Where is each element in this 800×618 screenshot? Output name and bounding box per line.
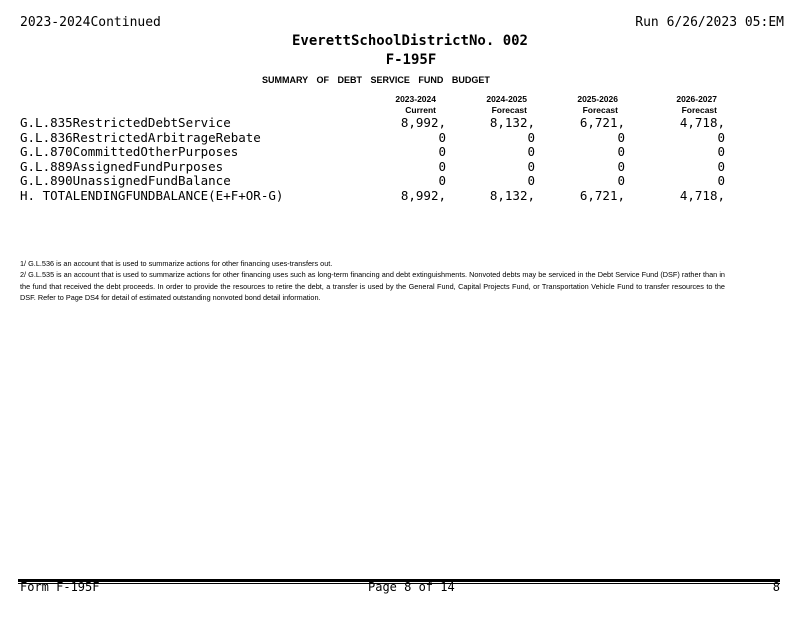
footnote-2: 2/ G.L.535 is an account that is used to summarize actions for other financing uses such as long-term financing and debt extinguishments. Nonvoted debts may be serviced in the Debt Service Fund (DSF) rather than in the fund that received the debt proceeds. In order to provide the resources to retire the debt, a transfer is used by the General Fund, Capital Projects Fund, or Transportation Vehicle Fund to transfer resources to the DSF. Refer to Page DS4 for detail of estimated outstanding nonvoted bond detail information. — [20, 270, 725, 302]
row-value: 4,718, — [679, 188, 725, 203]
row-value: 6,721, — [579, 188, 625, 203]
row-value: 0 — [717, 130, 725, 145]
column-label: Current — [405, 105, 436, 115]
row-label-restricted-debt-service: G.L.835RestrictedDebtService — [20, 115, 231, 130]
row-value: 0 — [617, 144, 625, 159]
row-value: 0 — [717, 159, 725, 174]
column-header-2025-2026 — [558, 94, 618, 116]
row-label-assigned-fund-purposes: G.L.889AssignedFundPurposes — [20, 159, 224, 174]
run-date: Run 6/26/2023 05:EM — [635, 15, 784, 30]
column-year: 2026-2027 — [676, 94, 717, 104]
row-value: 8,992, — [400, 188, 446, 203]
row-value: 8,992, — [400, 115, 446, 130]
column-label: Forecast — [681, 105, 717, 115]
footer-sheet-number: 8 — [772, 580, 780, 594]
row-value: 0 — [527, 159, 535, 174]
continued-header: 2023-2024Continued — [20, 15, 161, 30]
column-header-2026-2027 — [657, 94, 717, 116]
column-year: 2023-2024 — [395, 94, 436, 104]
row-label-arbitrage-rebate: G.L.836RestrictedArbitrageRebate — [20, 130, 261, 145]
row-value: 0 — [717, 144, 725, 159]
column-header-2024-2025 — [467, 94, 527, 116]
row-value: 0 — [717, 173, 725, 188]
row-value: 0 — [438, 130, 446, 145]
footer-form-label: Form F-195F — [20, 580, 100, 594]
row-value: 0 — [527, 130, 535, 145]
form-number: F-195F — [385, 52, 437, 68]
column-label: Forecast — [491, 105, 527, 115]
column-year: 2024-2025 — [486, 94, 527, 104]
row-value: 0 — [617, 130, 625, 145]
column-year: 2025-2026 — [577, 94, 618, 104]
column-label: Forecast — [582, 105, 618, 115]
row-value: 0 — [527, 173, 535, 188]
row-value: 0 — [438, 159, 446, 174]
footnote-1: 1/ G.L.536 is an account that is used to summarize actions for other financing uses-transfers out. — [20, 259, 333, 268]
row-value: 0 — [617, 159, 625, 174]
row-value: 6,721, — [579, 115, 625, 130]
row-value: 8,132, — [489, 188, 535, 203]
row-value: 4,718, — [679, 115, 725, 130]
row-value: 0 — [438, 173, 446, 188]
row-value: 0 — [527, 144, 535, 159]
row-label-committed-other-purposes: G.L.870CommittedOtherPurposes — [20, 144, 239, 159]
summary-title: SUMMARY OF DEBT SERVICE FUND BUDGET — [262, 75, 490, 85]
row-value: 0 — [617, 173, 625, 188]
row-value: 0 — [438, 144, 446, 159]
row-value: 8,132, — [489, 115, 535, 130]
row-label-unassigned-fund-balance: G.L.890UnassignedFundBalance — [20, 173, 231, 188]
column-header-2023-2024 — [376, 94, 436, 116]
district-name: EverettSchoolDistrictNo. 002 — [291, 33, 528, 49]
row-label-total-ending-fund-balance: H. TOTALENDINGFUNDBALANCE(E+F+OR-G) — [20, 188, 284, 203]
footer-page-number: Page 8 of 14 — [368, 580, 455, 594]
